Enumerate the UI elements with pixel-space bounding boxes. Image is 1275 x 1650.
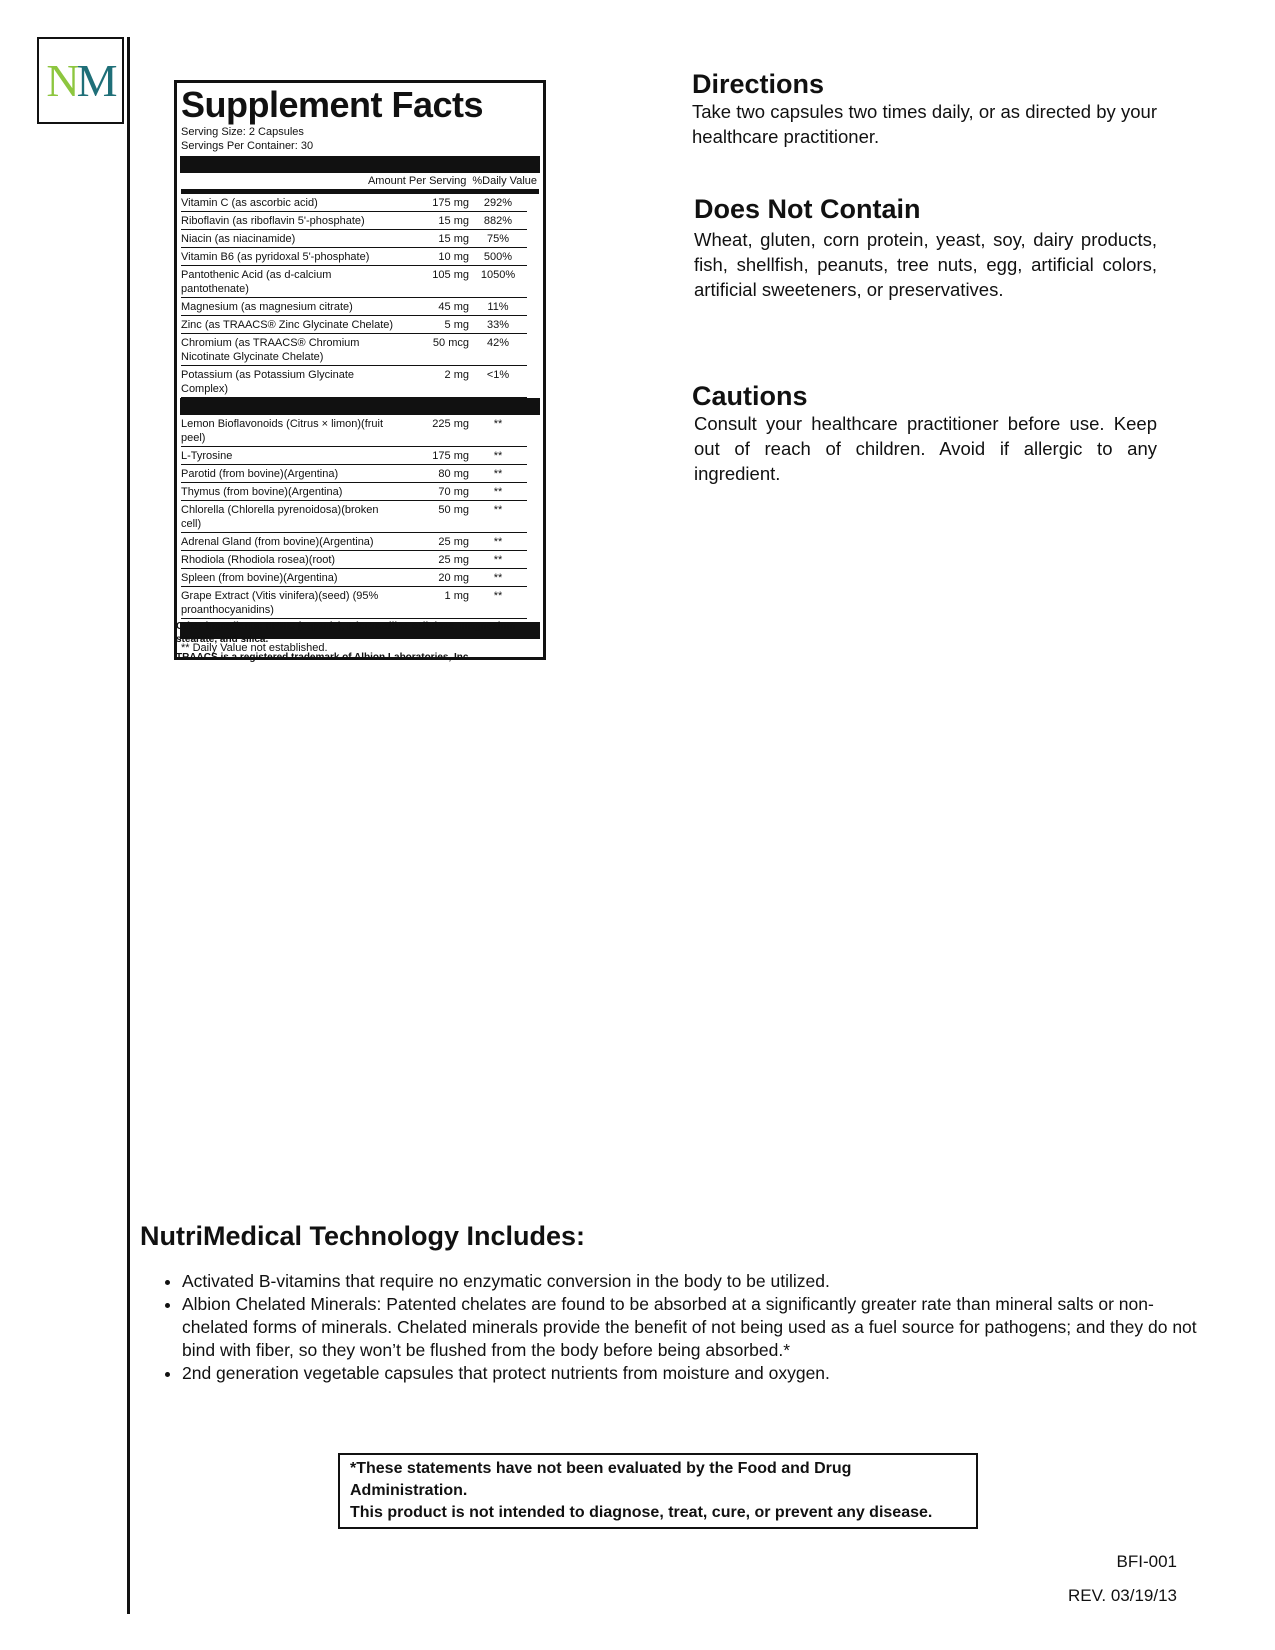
botanical-rows xyxy=(181,415,539,619)
table-row xyxy=(181,334,527,366)
amount-per-serving: 50 mcg xyxy=(432,337,469,349)
nutrient-name: Lemon Bioflavonoids (Citrus × limon)(fruit peel) xyxy=(181,418,384,444)
table-row xyxy=(181,587,527,619)
nutrient-name: Parotid (from bovine)(Argentina) xyxy=(181,468,339,480)
facts-title: Supplement Facts xyxy=(181,84,484,125)
amount-per-serving: 25 mg xyxy=(438,554,469,566)
table-row xyxy=(181,194,527,212)
nutrient-name: Vitamin C (as ascorbic acid) xyxy=(181,197,318,209)
amount-per-serving: 225 mg xyxy=(432,418,469,430)
amount-per-serving-header: Amount Per Serving xyxy=(367,175,467,187)
table-row xyxy=(181,551,527,569)
disclaimer-line-1: *These statements have not been evaluated by the Food and Drug Administration. xyxy=(350,1460,852,1499)
daily-value: 292% xyxy=(483,197,513,209)
nutrient-name: Chlorella (Chlorella pyrenoidosa)(broken cell) xyxy=(181,504,379,530)
amount-per-serving: 45 mg xyxy=(438,301,469,313)
document-code: BFI-001 xyxy=(1116,1552,1177,1571)
nutrient-name: Rhodiola (Rhodiola rosea)(root) xyxy=(181,554,336,566)
facts-divider-bar xyxy=(180,156,540,173)
daily-value: ** xyxy=(493,486,503,498)
list-item: • Albion Chelated Minerals: Patented chelates are found to be absorbed at a significantly greater rate than mineral salts or non-chelated forms of minerals. Chelated minerals provide the benefit of not being used as a fuel source for pathogens; and they do not bind with fiber, so they won’t be flushed from the body before being absorbed.* xyxy=(182,1293,1212,1362)
nutrient-name: Potassium (as Potassium Glycinate Complex) xyxy=(181,369,355,395)
fda-disclaimer xyxy=(338,1453,978,1529)
facts-divider-bar xyxy=(180,398,540,415)
nutrient-name: Vitamin B6 (as pyridoxal 5'-phosphate) xyxy=(181,251,370,263)
left-rule xyxy=(127,37,130,1614)
daily-value: 500% xyxy=(483,251,513,263)
list-item: • Activated B-vitamins that require no enzymatic conversion in the body to be utilized. xyxy=(182,1270,1212,1293)
nutrient-name: L-Tyrosine xyxy=(181,450,233,462)
daily-value: ** xyxy=(493,450,503,462)
amount-per-serving: 70 mg xyxy=(438,486,469,498)
amount-per-serving: 50 mg xyxy=(438,504,469,516)
table-row xyxy=(181,316,527,334)
table-row xyxy=(181,569,527,587)
disclaimer-line-2: This product is not intended to diagnose, treat, cure, or prevent any disease. xyxy=(350,1504,933,1521)
nutrient-name: Zinc (as TRAACS® Zinc Glycinate Chelate) xyxy=(181,319,394,331)
cautions-text: Consult your healthcare practitioner before use. Keep out of reach of children. Avoid if allergic to any ingredient. xyxy=(694,413,1157,484)
amount-per-serving: 15 mg xyxy=(438,215,469,227)
amount-per-serving: 175 mg xyxy=(432,197,469,209)
servings-per-container: Servings Per Container: 30 xyxy=(181,140,314,152)
nutrient-name: Grape Extract (Vitis vinifera)(seed) (95% proanthocyanidins) xyxy=(181,590,379,616)
daily-value: 1050% xyxy=(480,269,516,281)
technology-heading: NutriMedical Technology Includes: xyxy=(140,1221,586,1251)
nutrient-name: Riboflavin (as riboflavin 5'-phosphate) xyxy=(181,215,365,227)
daily-value: 11% xyxy=(487,301,509,313)
daily-value: 882% xyxy=(483,215,513,227)
table-row xyxy=(181,533,527,551)
nutrient-name: Magnesium (as magnesium citrate) xyxy=(181,301,353,313)
table-row xyxy=(181,212,527,230)
table-row xyxy=(181,266,527,298)
daily-value: 75% xyxy=(486,233,510,245)
table-row xyxy=(181,415,527,447)
daily-value: 33% xyxy=(486,319,510,331)
daily-value: ** xyxy=(493,468,503,480)
table-row xyxy=(181,447,527,465)
daily-value: ** xyxy=(493,418,503,430)
amount-per-serving: 2 mg xyxy=(444,369,469,381)
serving-size: Serving Size: 2 Capsules xyxy=(181,126,304,138)
logo-letter-n: N xyxy=(46,54,77,106)
table-row xyxy=(181,465,527,483)
directions-text: Take two capsules two times daily, or as directed by your healthcare practitioner. xyxy=(692,101,1157,147)
technology-list xyxy=(160,1270,1212,1385)
does-not-contain-heading: Does Not Contain xyxy=(694,194,921,224)
table-row xyxy=(181,248,527,266)
table-row xyxy=(181,483,527,501)
amount-per-serving: 15 mg xyxy=(438,233,469,245)
table-row xyxy=(181,366,527,398)
amount-per-serving: 1 mg xyxy=(444,590,469,602)
daily-value: ** xyxy=(493,590,503,602)
amount-per-serving: 175 mg xyxy=(432,450,469,462)
table-row xyxy=(181,298,527,316)
table-row xyxy=(181,501,527,533)
nm-logo xyxy=(37,37,124,124)
daily-value: ** xyxy=(493,554,503,566)
logo-letter-m: M xyxy=(76,54,115,106)
nutrient-name: Pantothenic Acid (as d-calcium pantothenate) xyxy=(181,269,332,295)
table-row xyxy=(181,230,527,248)
daily-value: 42% xyxy=(486,337,510,349)
supplement-facts-panel xyxy=(174,80,546,660)
nutrient-name: Chromium (as TRAACS® Chromium Nicotinate Glycinate Chelate) xyxy=(181,337,360,363)
directions-heading: Directions xyxy=(692,69,825,99)
daily-value: ** xyxy=(493,536,503,548)
daily-value-header: %Daily Value xyxy=(472,175,537,187)
cautions-heading: Cautions xyxy=(692,381,808,411)
daily-value: ** xyxy=(493,572,503,584)
amount-per-serving: 105 mg xyxy=(432,269,469,281)
daily-value: <1% xyxy=(486,369,510,381)
nutrient-name: Niacin (as niacinamide) xyxy=(181,233,296,245)
amount-per-serving: 25 mg xyxy=(438,536,469,548)
does-not-contain-text: Wheat, gluten, corn protein, yeast, soy, dairy products, fish, shellfish, peanuts, tree nuts, egg, artificial colors, artificial sweeteners, or preservatives. xyxy=(694,229,1157,300)
nutrient-name: Spleen (from bovine)(Argentina) xyxy=(181,572,338,584)
facts-column-header xyxy=(181,173,539,194)
nutrient-name: Adrenal Gland (from bovine)(Argentina) xyxy=(181,536,374,548)
vitamin-mineral-rows xyxy=(181,194,539,398)
amount-per-serving: 5 mg xyxy=(444,319,469,331)
nutrient-name: Thymus (from bovine)(Argentina) xyxy=(181,486,343,498)
daily-value: ** xyxy=(493,504,503,516)
other-ingredients: Other ingredients: HPMC (capsule), microstalline cellulose, magnesium stearate, and silica. xyxy=(176,621,516,645)
daily-value-footnote: ** Daily Value not established. xyxy=(181,642,328,654)
amount-per-serving: 80 mg xyxy=(438,468,469,480)
revision-date: REV. 03/19/13 xyxy=(1067,1586,1177,1605)
list-item: • 2nd generation vegetable capsules that protect nutrients from moisture and oxygen. xyxy=(182,1362,1212,1385)
trademark-note: TRAACS is a registered trademark of Albion Laboratories, Inc xyxy=(176,652,469,663)
amount-per-serving: 10 mg xyxy=(438,251,469,263)
amount-per-serving: 20 mg xyxy=(438,572,469,584)
